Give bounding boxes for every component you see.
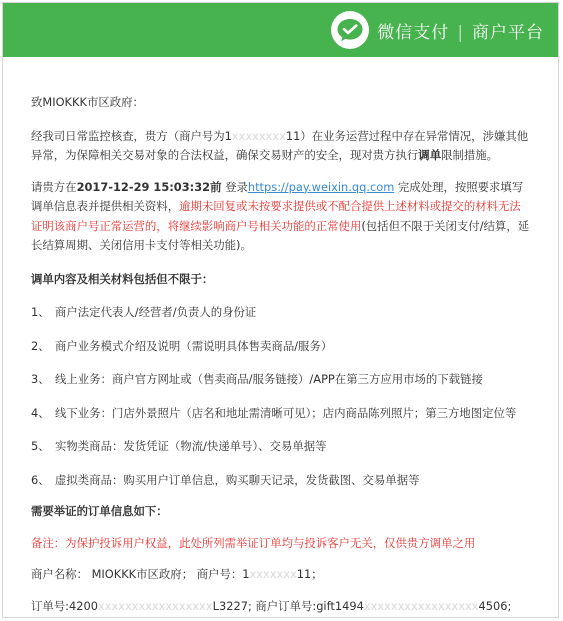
brand-sub: 商户平台 bbox=[472, 22, 544, 43]
merchant-platform-link[interactable]: https://pay.weixin.qq.com bbox=[247, 179, 395, 194]
section-title: 调单内容及相关材料包括但不限于： bbox=[31, 271, 214, 286]
list-item bbox=[31, 370, 532, 390]
para2-text-a: 请贵方在 bbox=[31, 179, 77, 194]
list-item bbox=[31, 303, 532, 323]
requirements-list bbox=[31, 303, 532, 490]
brand-main: 微信支付 bbox=[377, 22, 450, 43]
brand-title bbox=[377, 18, 544, 43]
email-frame bbox=[2, 2, 559, 618]
deadline: 2017-12-29 15:03:32前 bbox=[76, 179, 222, 194]
list-item bbox=[31, 437, 532, 457]
list-item-number: 4、 bbox=[31, 405, 50, 420]
order-text-b: L3227; 商户订单号:gift1494 bbox=[212, 598, 364, 613]
para1-text-c: 限制措施。 bbox=[441, 148, 499, 162]
masked-merchant-id: xxxxxxxx bbox=[231, 128, 286, 143]
para2-text-b: 登录 bbox=[221, 179, 248, 194]
order-text-a: 订单号:4200 bbox=[31, 598, 98, 613]
merchant-text-b: 11； bbox=[296, 567, 323, 581]
merchant-info bbox=[31, 565, 532, 585]
para1-text-b: 11）在业务运营过程中存在异常情况，涉嫌其他异常，为保障相关交易对象的合法权益，确保交易财产的安全，现对贵方执行 bbox=[31, 128, 529, 162]
list-item-number: 5、 bbox=[31, 439, 50, 453]
brand-separator: | bbox=[457, 22, 464, 43]
list-item bbox=[31, 337, 532, 357]
list-item bbox=[31, 404, 532, 424]
para1-bold: 调单 bbox=[418, 148, 442, 162]
orders-title: 需要举证的订单信息如下： bbox=[31, 504, 168, 518]
list-item bbox=[31, 471, 532, 491]
warning-text: 逾期未回复或未按要求提供或不配合提供上述材料或提交的材料无法证明该商户号正常运营的，将继续影响商户号相关功能的正常使用 bbox=[31, 199, 521, 233]
header-banner bbox=[3, 3, 558, 57]
notice-paragraph bbox=[31, 127, 532, 166]
masked-merchant-order-number: xxxxxxxxxxxxxxxxx bbox=[363, 598, 479, 613]
list-item-text: 线上业务：商户官方网址或（售卖商品/服务链接）/APP在第三方应用市场的下载链接 bbox=[55, 372, 483, 386]
remark-note: 备注：为保护投诉用户权益，此处所列需举证订单均与投诉客户无关，仅供贵方调单之用 bbox=[31, 535, 476, 550]
list-item-number: 3、 bbox=[31, 372, 50, 386]
order-text-c: 4506; bbox=[478, 598, 512, 613]
masked-order-number: xxxxxxxxxxxxxxxxx bbox=[98, 598, 213, 613]
list-item-text: 商户业务模式介绍及说明（需说明具体售卖商品/服务） bbox=[55, 338, 333, 353]
wechat-pay-logo-icon bbox=[331, 11, 369, 49]
para2-text-d: (包括但不限于关闭支付/结算，延长结算周期、关闭信用卡支付等相关功能)。 bbox=[31, 218, 530, 252]
list-item-text: 线下业务：门店外景照片（店名和地址需清晰可见）；店内商品陈列照片；第三方地图定位等 bbox=[55, 405, 517, 420]
list-item-text: 实物类商品：发货凭证（物流/快递单号）、交易单据等 bbox=[55, 439, 327, 453]
instruction-paragraph bbox=[31, 178, 532, 256]
list-item-number: 1、 bbox=[31, 305, 50, 319]
list-item-text: 商户法定代表人/经营者/负责人的身份证 bbox=[55, 305, 257, 319]
letter-body bbox=[3, 93, 558, 616]
order-info bbox=[31, 597, 532, 617]
list-item-number: 2、 bbox=[31, 338, 50, 353]
merchant-text-a: 商户名称： MIOKKK市区政府； 商户号：1 bbox=[31, 567, 250, 581]
para2-text-c: 完成处理，按照要求填写调单信息表并提供相关资料， bbox=[31, 179, 524, 213]
list-item-number: 6、 bbox=[31, 472, 50, 487]
greeting: 致MIOKKK市区政府： bbox=[31, 95, 144, 109]
list-item-text: 虚拟类商品：购买用户订单信息，购买聊天记录，发货截图、交易单据等 bbox=[55, 472, 420, 487]
masked-merchant-number: xxxxxxx bbox=[249, 567, 297, 581]
brand bbox=[331, 3, 544, 57]
para1-text-a: 经我司日常监控核查，贵方（商户号为1 bbox=[31, 128, 232, 143]
